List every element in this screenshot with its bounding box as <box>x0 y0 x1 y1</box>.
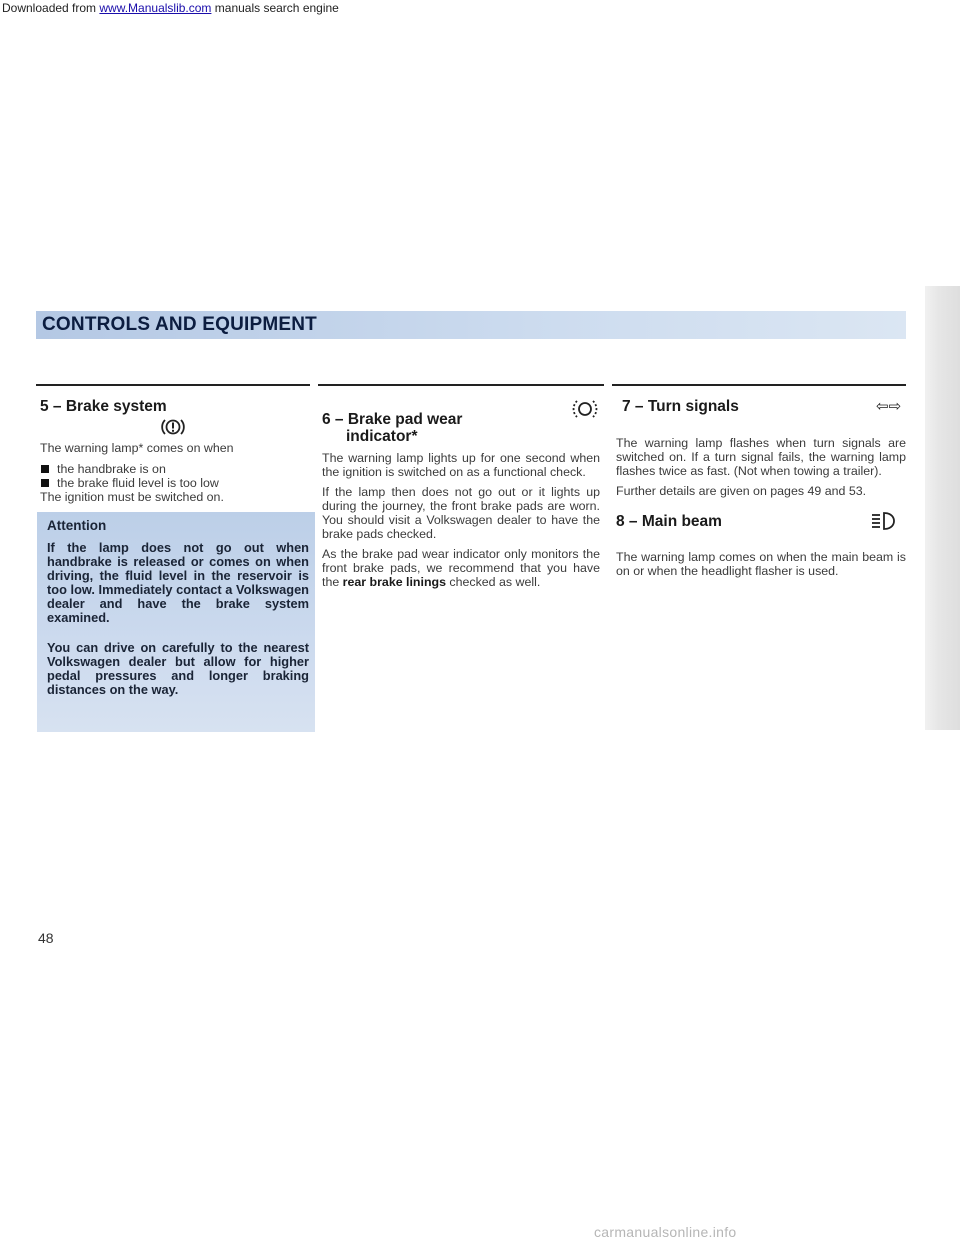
turn-signal-arrows-icon: ⇦⇨ <box>876 398 902 415</box>
attention-paragraph-2: You can drive on carefully to the nearest Volkswagen dealer but allow for higher pedal pressures and longer braking distances on the way. <box>47 640 309 697</box>
brake-warning-icon <box>158 417 188 437</box>
attention-box <box>37 512 315 732</box>
column-divider-2 <box>318 384 604 386</box>
list-item: the brake fluid level is too low <box>40 476 312 490</box>
section-brake-pad-wear <box>322 411 600 595</box>
brake-pad-wear-icon <box>572 397 598 421</box>
section-6-heading: 6 – Brake pad wear indicator* <box>322 411 600 445</box>
brake-pad-paragraph-2: If the lamp then does not go out or it lights up during the journey, the front brake pads are worn. You should visit a Volkswagen dealer to have the brake pads checked. <box>322 485 600 541</box>
column-divider-1 <box>36 384 310 386</box>
brake-pad-paragraph-3: As the brake pad wear indicator only monitors the front brake pads, we recommend that you have the rear brake linings checked as well. <box>322 547 600 589</box>
brake-pad-paragraph-1: The warning lamp lights up for one second when the ignition is switched on as a functional check. <box>322 451 600 479</box>
main-beam-icon <box>870 511 896 531</box>
attention-paragraph-1: If the lamp does not go out when handbrake is released or comes on when driving, the fluid level in the reservoir is too low. Immediately contact a Volkswagen dealer and have the brake system examined. <box>47 540 309 625</box>
section-brake-system <box>40 398 312 504</box>
main-beam-paragraph: The warning lamp comes on when the main beam is on or when the headlight flasher is used. <box>616 550 906 578</box>
page-title: CONTROLS AND EQUIPMENT <box>42 314 317 335</box>
turn-signal-paragraph-1: The warning lamp flashes when turn signals are switched on. If a turn signal fails, the warning lamp flashes twice as fast. (Not when towing a trailer). <box>616 436 906 478</box>
list-item: the handbrake is on <box>40 462 312 476</box>
manualslib-link[interactable]: www.Manualslib.com <box>99 1 212 15</box>
banner-prefix: Downloaded from <box>2 1 100 15</box>
column-divider-3 <box>612 384 906 386</box>
section-7-heading: 7 – Turn signals ⇦⇨ <box>622 398 902 415</box>
banner-suffix: manuals search engine <box>211 1 339 15</box>
watermark-text: carmanualsonline.info <box>594 1224 737 1240</box>
ignition-note: The ignition must be switched on. <box>40 490 224 504</box>
page-edge-strip <box>925 286 960 730</box>
section-turn-signals <box>616 398 906 584</box>
download-banner <box>0 0 960 16</box>
brake-intro-text: The warning lamp* comes on when <box>40 441 234 455</box>
rear-brake-linings-emphasis: rear brake linings <box>342 575 446 589</box>
turn-signal-paragraph-2: Further details are given on pages 49 and 53. <box>616 484 867 498</box>
section-header-bar <box>36 311 906 339</box>
attention-title: Attention <box>47 518 107 533</box>
section-5-heading: 5 – Brake system <box>40 398 167 415</box>
section-8-heading: 8 – Main beam <box>616 513 906 530</box>
page-number: 48 <box>38 930 54 946</box>
